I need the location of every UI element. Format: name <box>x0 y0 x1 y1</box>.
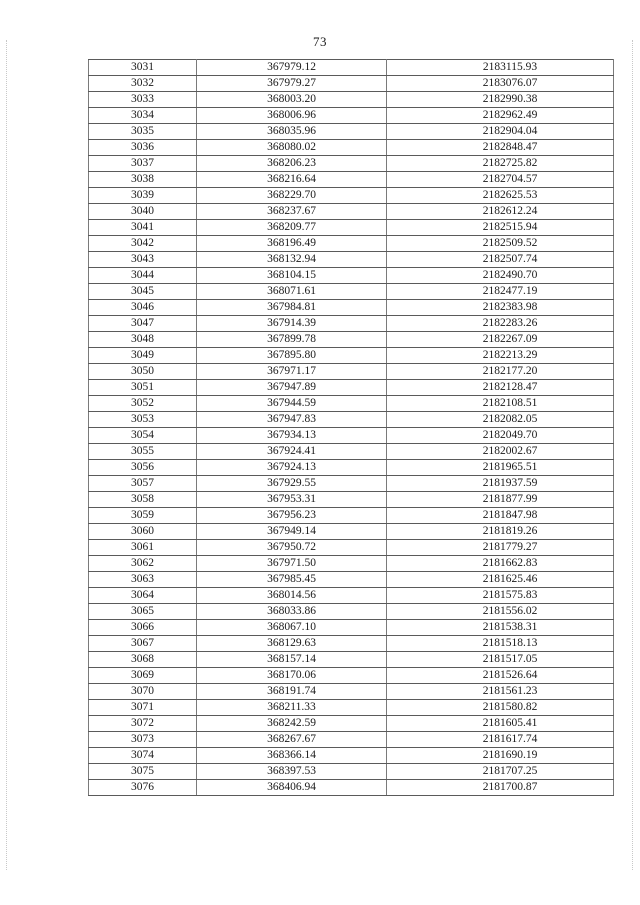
table-row <box>89 476 614 492</box>
x-coordinate-cell: 367979.27 <box>197 76 387 92</box>
y-coordinate-cell: 2182612.24 <box>387 204 614 220</box>
table-row <box>89 92 614 108</box>
y-coordinate-cell: 2182704.57 <box>387 172 614 188</box>
y-coordinate-cell: 2181819.26 <box>387 524 614 540</box>
point-number-cell: 3046 <box>89 300 197 316</box>
point-number-cell: 3043 <box>89 252 197 268</box>
x-coordinate-cell: 368035.96 <box>197 124 387 140</box>
y-coordinate-cell: 2183076.07 <box>387 76 614 92</box>
y-coordinate-cell: 2181561.23 <box>387 684 614 700</box>
x-coordinate-cell: 367971.50 <box>197 556 387 572</box>
point-number-cell: 3031 <box>89 60 197 76</box>
point-number-cell: 3047 <box>89 316 197 332</box>
x-coordinate-cell: 368267.67 <box>197 732 387 748</box>
x-coordinate-cell: 368406.94 <box>197 780 387 796</box>
point-number-cell: 3074 <box>89 748 197 764</box>
y-coordinate-cell: 2181662.83 <box>387 556 614 572</box>
table-row <box>89 140 614 156</box>
table-row <box>89 540 614 556</box>
y-coordinate-cell: 2182725.82 <box>387 156 614 172</box>
table-row <box>89 780 614 796</box>
x-coordinate-cell: 368067.10 <box>197 620 387 636</box>
y-coordinate-cell: 2181625.46 <box>387 572 614 588</box>
table-row <box>89 204 614 220</box>
point-number-cell: 3054 <box>89 428 197 444</box>
y-coordinate-cell: 2181538.31 <box>387 620 614 636</box>
right-edge-scan-marks <box>632 40 634 870</box>
y-coordinate-cell: 2182848.47 <box>387 140 614 156</box>
point-number-cell: 3048 <box>89 332 197 348</box>
table-row <box>89 604 614 620</box>
point-number-cell: 3059 <box>89 508 197 524</box>
table-row <box>89 460 614 476</box>
table-row <box>89 732 614 748</box>
point-number-cell: 3035 <box>89 124 197 140</box>
point-number-cell: 3040 <box>89 204 197 220</box>
y-coordinate-cell: 2181965.51 <box>387 460 614 476</box>
x-coordinate-cell: 367899.78 <box>197 332 387 348</box>
point-number-cell: 3057 <box>89 476 197 492</box>
y-coordinate-cell: 2181575.83 <box>387 588 614 604</box>
x-coordinate-cell: 367934.13 <box>197 428 387 444</box>
y-coordinate-cell: 2182108.51 <box>387 396 614 412</box>
table-row <box>89 252 614 268</box>
x-coordinate-cell: 368104.15 <box>197 268 387 284</box>
point-number-cell: 3052 <box>89 396 197 412</box>
point-number-cell: 3063 <box>89 572 197 588</box>
x-coordinate-cell: 368170.06 <box>197 668 387 684</box>
y-coordinate-cell: 2182002.67 <box>387 444 614 460</box>
point-number-cell: 3068 <box>89 652 197 668</box>
table-row <box>89 364 614 380</box>
x-coordinate-cell: 368191.74 <box>197 684 387 700</box>
x-coordinate-cell: 368209.77 <box>197 220 387 236</box>
x-coordinate-cell: 367944.59 <box>197 396 387 412</box>
x-coordinate-cell: 368014.56 <box>197 588 387 604</box>
x-coordinate-cell: 368242.59 <box>197 716 387 732</box>
x-coordinate-cell: 368237.67 <box>197 204 387 220</box>
point-number-cell: 3071 <box>89 700 197 716</box>
table-row <box>89 412 614 428</box>
point-number-cell: 3039 <box>89 188 197 204</box>
x-coordinate-cell: 368397.53 <box>197 764 387 780</box>
x-coordinate-cell: 368003.20 <box>197 92 387 108</box>
x-coordinate-cell: 367949.14 <box>197 524 387 540</box>
left-edge-scan-marks <box>6 40 8 870</box>
table-row <box>89 156 614 172</box>
table-row <box>89 444 614 460</box>
point-number-cell: 3072 <box>89 716 197 732</box>
point-number-cell: 3041 <box>89 220 197 236</box>
x-coordinate-cell: 367950.72 <box>197 540 387 556</box>
table-row <box>89 524 614 540</box>
point-number-cell: 3055 <box>89 444 197 460</box>
y-coordinate-cell: 2182049.70 <box>387 428 614 444</box>
table-row <box>89 716 614 732</box>
table-row <box>89 668 614 684</box>
x-coordinate-cell: 367984.81 <box>197 300 387 316</box>
x-coordinate-cell: 367979.12 <box>197 60 387 76</box>
point-number-cell: 3042 <box>89 236 197 252</box>
x-coordinate-cell: 367956.23 <box>197 508 387 524</box>
point-number-cell: 3036 <box>89 140 197 156</box>
table-row <box>89 556 614 572</box>
table-row <box>89 396 614 412</box>
table-row <box>89 620 614 636</box>
x-coordinate-cell: 368129.63 <box>197 636 387 652</box>
x-coordinate-cell: 367924.13 <box>197 460 387 476</box>
point-number-cell: 3056 <box>89 460 197 476</box>
y-coordinate-cell: 2182962.49 <box>387 108 614 124</box>
y-coordinate-cell: 2182990.38 <box>387 92 614 108</box>
point-number-cell: 3058 <box>89 492 197 508</box>
y-coordinate-cell: 2181779.27 <box>387 540 614 556</box>
table-row <box>89 572 614 588</box>
y-coordinate-cell: 2182267.09 <box>387 332 614 348</box>
table-row <box>89 60 614 76</box>
coordinate-table <box>88 59 614 796</box>
table-row <box>89 636 614 652</box>
y-coordinate-cell: 2182383.98 <box>387 300 614 316</box>
point-number-cell: 3037 <box>89 156 197 172</box>
point-number-cell: 3053 <box>89 412 197 428</box>
y-coordinate-cell: 2181580.82 <box>387 700 614 716</box>
y-coordinate-cell: 2182477.19 <box>387 284 614 300</box>
y-coordinate-cell: 2182625.53 <box>387 188 614 204</box>
point-number-cell: 3065 <box>89 604 197 620</box>
y-coordinate-cell: 2181556.02 <box>387 604 614 620</box>
point-number-cell: 3061 <box>89 540 197 556</box>
x-coordinate-cell: 368366.14 <box>197 748 387 764</box>
y-coordinate-cell: 2181690.19 <box>387 748 614 764</box>
table-row <box>89 76 614 92</box>
x-coordinate-cell: 368211.33 <box>197 700 387 716</box>
point-number-cell: 3076 <box>89 780 197 796</box>
table-row <box>89 764 614 780</box>
coordinate-table-body <box>89 60 614 796</box>
table-row <box>89 748 614 764</box>
y-coordinate-cell: 2181518.13 <box>387 636 614 652</box>
x-coordinate-cell: 367929.55 <box>197 476 387 492</box>
y-coordinate-cell: 2181700.87 <box>387 780 614 796</box>
point-number-cell: 3033 <box>89 92 197 108</box>
point-number-cell: 3062 <box>89 556 197 572</box>
point-number-cell: 3067 <box>89 636 197 652</box>
x-coordinate-cell: 368196.49 <box>197 236 387 252</box>
table-row <box>89 588 614 604</box>
point-number-cell: 3060 <box>89 524 197 540</box>
y-coordinate-cell: 2182082.05 <box>387 412 614 428</box>
point-number-cell: 3032 <box>89 76 197 92</box>
x-coordinate-cell: 367947.83 <box>197 412 387 428</box>
x-coordinate-cell: 367985.45 <box>197 572 387 588</box>
y-coordinate-cell: 2182213.29 <box>387 348 614 364</box>
x-coordinate-cell: 368229.70 <box>197 188 387 204</box>
table-row <box>89 124 614 140</box>
y-coordinate-cell: 2182507.74 <box>387 252 614 268</box>
x-coordinate-cell: 367971.17 <box>197 364 387 380</box>
table-row <box>89 236 614 252</box>
x-coordinate-cell: 367947.89 <box>197 380 387 396</box>
x-coordinate-cell: 368132.94 <box>197 252 387 268</box>
y-coordinate-cell: 2181517.05 <box>387 652 614 668</box>
table-row <box>89 108 614 124</box>
point-number-cell: 3049 <box>89 348 197 364</box>
table-row <box>89 492 614 508</box>
point-number-cell: 3069 <box>89 668 197 684</box>
y-coordinate-cell: 2181847.98 <box>387 508 614 524</box>
y-coordinate-cell: 2181617.74 <box>387 732 614 748</box>
y-coordinate-cell: 2181937.59 <box>387 476 614 492</box>
y-coordinate-cell: 2183115.93 <box>387 60 614 76</box>
y-coordinate-cell: 2182509.52 <box>387 236 614 252</box>
point-number-cell: 3073 <box>89 732 197 748</box>
y-coordinate-cell: 2181877.99 <box>387 492 614 508</box>
point-number-cell: 3044 <box>89 268 197 284</box>
point-number-cell: 3045 <box>89 284 197 300</box>
table-row <box>89 652 614 668</box>
x-coordinate-cell: 367953.31 <box>197 492 387 508</box>
table-row <box>89 188 614 204</box>
x-coordinate-cell: 368033.86 <box>197 604 387 620</box>
table-row <box>89 284 614 300</box>
y-coordinate-cell: 2182177.20 <box>387 364 614 380</box>
table-row <box>89 172 614 188</box>
y-coordinate-cell: 2181707.25 <box>387 764 614 780</box>
point-number-cell: 3070 <box>89 684 197 700</box>
x-coordinate-cell: 368080.02 <box>197 140 387 156</box>
point-number-cell: 3038 <box>89 172 197 188</box>
table-row <box>89 684 614 700</box>
point-number-cell: 3034 <box>89 108 197 124</box>
table-row <box>89 332 614 348</box>
y-coordinate-cell: 2181526.64 <box>387 668 614 684</box>
y-coordinate-cell: 2182490.70 <box>387 268 614 284</box>
table-row <box>89 508 614 524</box>
x-coordinate-cell: 368206.23 <box>197 156 387 172</box>
table-row <box>89 316 614 332</box>
x-coordinate-cell: 368216.64 <box>197 172 387 188</box>
x-coordinate-cell: 367895.80 <box>197 348 387 364</box>
point-number-cell: 3064 <box>89 588 197 604</box>
table-row <box>89 300 614 316</box>
y-coordinate-cell: 2182283.26 <box>387 316 614 332</box>
table-row <box>89 380 614 396</box>
point-number-cell: 3066 <box>89 620 197 636</box>
x-coordinate-cell: 367914.39 <box>197 316 387 332</box>
table-row <box>89 428 614 444</box>
table-row <box>89 268 614 284</box>
x-coordinate-cell: 368006.96 <box>197 108 387 124</box>
y-coordinate-cell: 2182515.94 <box>387 220 614 236</box>
page-number: 73 <box>313 34 327 49</box>
point-number-cell: 3051 <box>89 380 197 396</box>
x-coordinate-cell: 368071.61 <box>197 284 387 300</box>
point-number-cell: 3075 <box>89 764 197 780</box>
y-coordinate-cell: 2182128.47 <box>387 380 614 396</box>
point-number-cell: 3050 <box>89 364 197 380</box>
x-coordinate-cell: 368157.14 <box>197 652 387 668</box>
table-row <box>89 220 614 236</box>
y-coordinate-cell: 2181605.41 <box>387 716 614 732</box>
x-coordinate-cell: 367924.41 <box>197 444 387 460</box>
y-coordinate-cell: 2182904.04 <box>387 124 614 140</box>
table-row <box>89 700 614 716</box>
table-row <box>89 348 614 364</box>
